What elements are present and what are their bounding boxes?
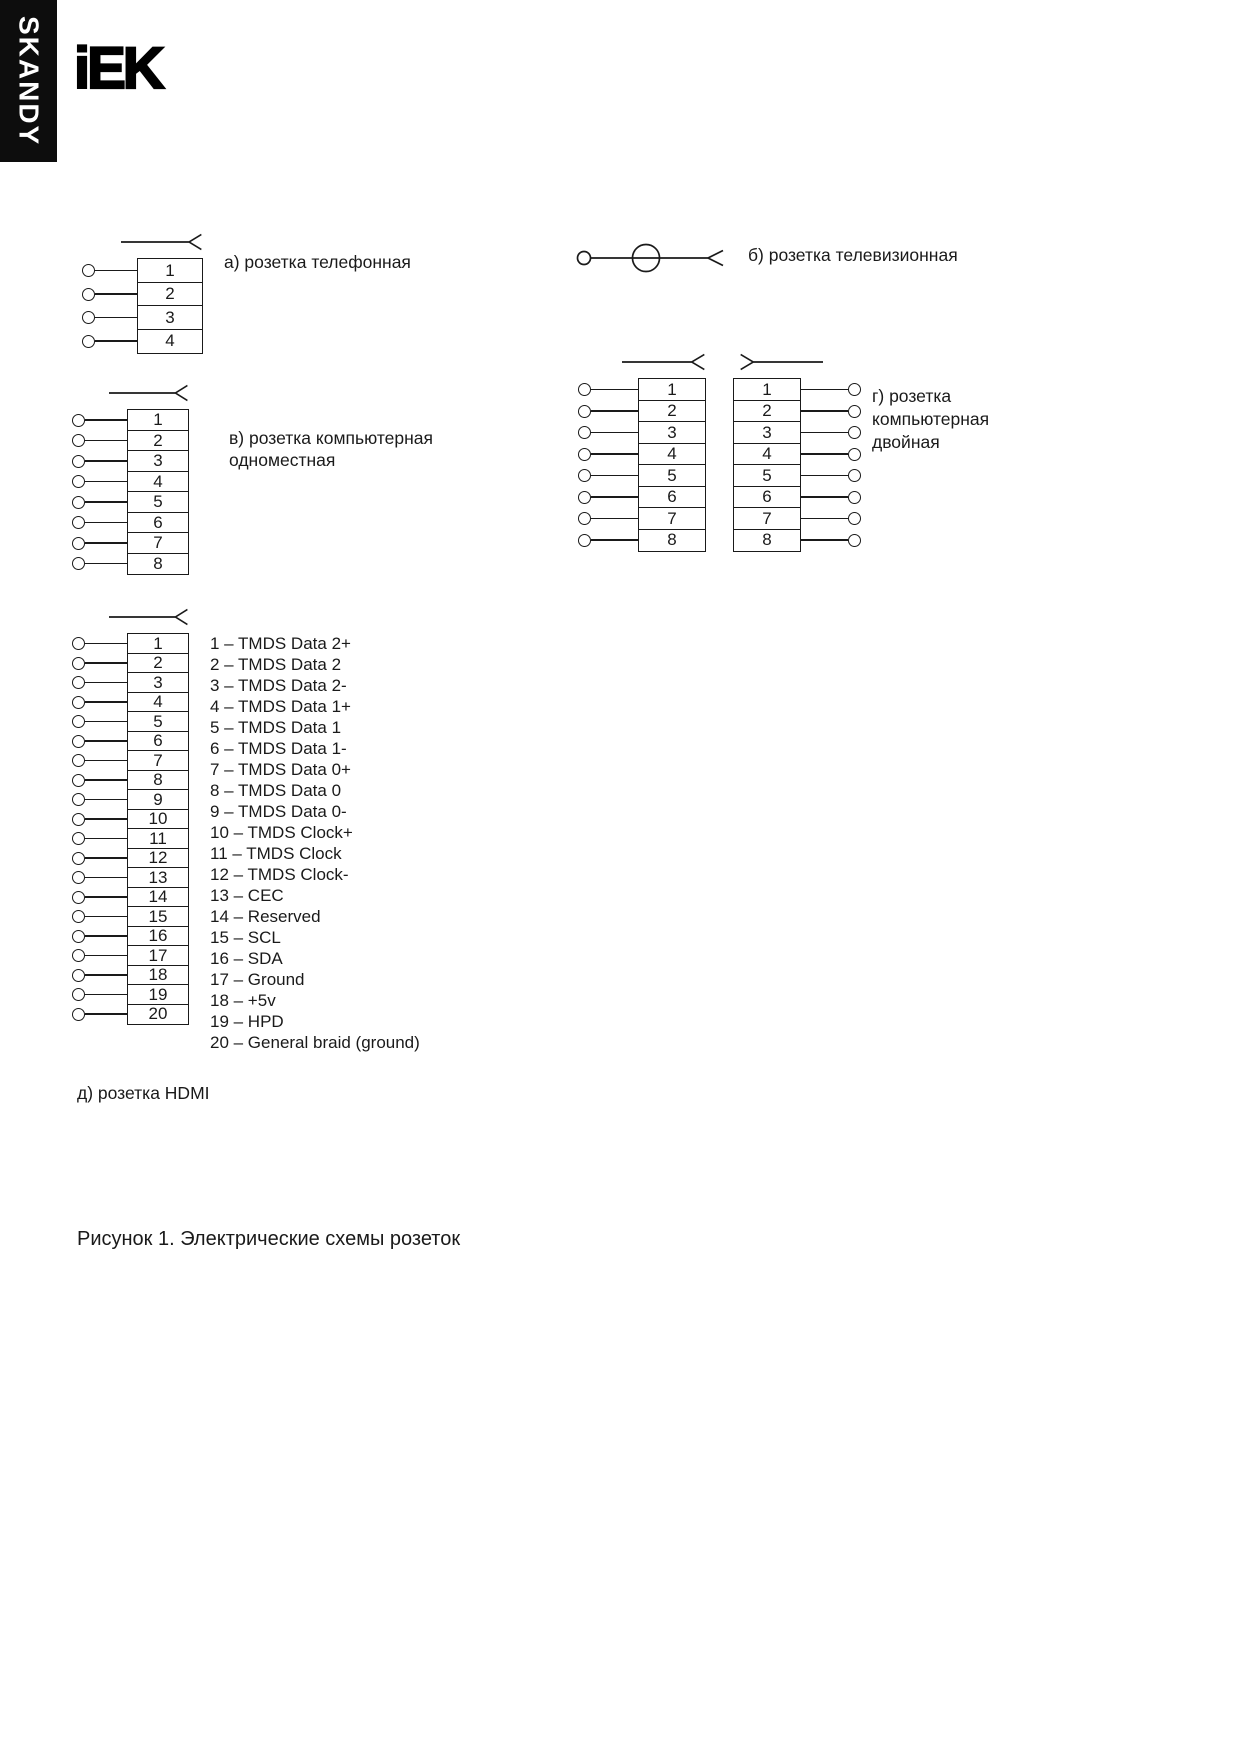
pin-wire <box>85 682 127 684</box>
pin-row <box>578 486 706 509</box>
pin-terminal-circle <box>72 475 85 488</box>
pin-number-box: 3 <box>127 450 189 472</box>
pin-terminal-circle <box>72 414 85 427</box>
pin-wire <box>95 317 137 319</box>
diagram-v-label-line2: одноместная <box>229 450 336 470</box>
pin-terminal-circle <box>72 774 85 787</box>
hdmi-pin-description: 9 – TMDS Data 0- <box>210 801 347 821</box>
pin-wire <box>591 539 638 541</box>
pin-terminal-circle <box>72 969 85 982</box>
pin-number-box: 8 <box>127 770 189 791</box>
pin-row <box>733 443 861 466</box>
pin-row <box>733 507 861 530</box>
pin-row <box>72 828 189 849</box>
pin-wire <box>85 460 127 462</box>
pin-terminal-circle <box>848 534 861 547</box>
hdmi-pin-description: 5 – TMDS Data 1 <box>210 717 342 737</box>
brand-logo: iEK <box>74 36 162 101</box>
pin-row <box>578 421 706 444</box>
diagram-v-computer-socket-single <box>72 383 189 575</box>
pin-terminal-circle <box>72 871 85 884</box>
pin-wire <box>85 994 127 996</box>
hdmi-pin-description: 17 – Ground <box>210 969 305 989</box>
pin-number-box: 5 <box>638 464 706 487</box>
pin-wire <box>801 432 848 434</box>
diagram-d-label: д) розетка HDMI <box>77 1083 210 1103</box>
pin-row <box>72 965 189 986</box>
pin-number-box: 4 <box>638 443 706 466</box>
pin-terminal-circle <box>578 512 591 525</box>
pin-rows <box>72 633 189 1025</box>
pin-number-box: 20 <box>127 1004 189 1025</box>
pin-number-box: 5 <box>733 464 801 487</box>
pin-terminal-circle <box>72 637 85 650</box>
pin-number-box: 2 <box>127 653 189 674</box>
hdmi-pin-description: 6 – TMDS Data 1- <box>210 738 347 758</box>
socket-connector-symbol <box>109 383 189 403</box>
pin-terminal-circle <box>72 715 85 728</box>
pin-number-box: 10 <box>127 809 189 830</box>
pin-terminal-circle <box>72 949 85 962</box>
pin-row <box>733 486 861 509</box>
pin-row <box>72 711 189 732</box>
pin-number-box: 7 <box>733 507 801 530</box>
pin-terminal-circle <box>72 657 85 670</box>
diagram-a-telephone-socket <box>82 232 203 354</box>
pin-wire <box>85 818 127 820</box>
diagram-g-label-line1: г) розетка <box>872 386 952 406</box>
pin-terminal-circle <box>72 832 85 845</box>
pin-row <box>82 258 203 283</box>
socket-connector-symbol <box>121 232 203 252</box>
diagram-g-label <box>872 385 989 454</box>
pin-wire <box>85 740 127 742</box>
pin-row <box>72 553 189 575</box>
pin-wire <box>85 974 127 976</box>
diagram-g-label-line2: компьютерная <box>872 409 990 429</box>
pin-number-box: 1 <box>127 409 189 431</box>
pin-number-box: 9 <box>127 789 189 810</box>
pin-terminal-circle <box>578 448 591 461</box>
pin-wire <box>85 857 127 859</box>
pin-terminal-circle <box>72 696 85 709</box>
pin-row <box>578 507 706 530</box>
pin-terminal-circle <box>848 426 861 439</box>
pin-wire <box>591 389 638 391</box>
hdmi-pin-descriptions <box>210 633 420 1053</box>
pin-wire <box>85 662 127 664</box>
pin-terminal-circle <box>72 516 85 529</box>
pin-wire <box>801 518 848 520</box>
pin-terminal-circle <box>848 448 861 461</box>
pin-terminal-circle <box>72 455 85 468</box>
pin-row <box>72 750 189 771</box>
pin-row <box>578 529 706 552</box>
diagram-v-label-line1: в) розетка компьютерная <box>229 428 433 448</box>
pin-wire <box>591 475 638 477</box>
pin-number-box: 4 <box>127 692 189 713</box>
pin-row <box>72 848 189 869</box>
diagram-d-hdmi-socket <box>72 607 189 1025</box>
pin-row <box>72 512 189 534</box>
pin-number-box: 18 <box>127 965 189 986</box>
pin-number-box: 5 <box>127 711 189 732</box>
double-socket-right-column <box>733 352 861 552</box>
pin-terminal-circle <box>82 311 95 324</box>
hdmi-pin-description: 2 – TMDS Data 2 <box>210 654 342 674</box>
pin-wire <box>85 1013 127 1015</box>
pin-wire <box>85 799 127 801</box>
hdmi-pin-description: 19 – HPD <box>210 1011 284 1031</box>
pin-terminal-circle <box>848 383 861 396</box>
pin-terminal-circle <box>72 1008 85 1021</box>
pin-row <box>72 731 189 752</box>
pin-number-box: 14 <box>127 887 189 908</box>
pin-number-box: 4 <box>127 471 189 493</box>
pin-row <box>72 906 189 927</box>
hdmi-pin-description: 11 – TMDS Clock <box>210 843 342 863</box>
pin-row <box>72 984 189 1005</box>
pin-number-box: 1 <box>137 258 203 283</box>
pin-number-box: 1 <box>127 633 189 654</box>
pin-wire <box>95 270 137 272</box>
pin-wire <box>591 410 638 412</box>
pin-rows <box>733 378 861 552</box>
pin-terminal-circle <box>72 537 85 550</box>
pin-wire <box>591 496 638 498</box>
socket-connector-symbol-mirrored <box>739 352 823 372</box>
pin-row <box>733 464 861 487</box>
pin-wire <box>85 760 127 762</box>
pin-terminal-circle <box>72 852 85 865</box>
pin-wire <box>591 432 638 434</box>
double-socket-left-column <box>578 352 706 552</box>
pin-wire <box>95 293 137 295</box>
pin-number-box: 6 <box>638 486 706 509</box>
pin-terminal-circle <box>72 988 85 1001</box>
pin-wire <box>591 453 638 455</box>
hdmi-pin-description: 18 – +5v <box>210 990 276 1010</box>
pin-rows <box>72 409 189 575</box>
pin-rows <box>82 258 203 354</box>
pin-number-box: 15 <box>127 906 189 927</box>
pin-terminal-circle <box>578 405 591 418</box>
pin-row <box>578 443 706 466</box>
pin-number-box: 7 <box>127 532 189 554</box>
pin-number-box: 2 <box>127 430 189 452</box>
pin-row <box>72 653 189 674</box>
pin-row <box>72 430 189 452</box>
pin-number-box: 4 <box>733 443 801 466</box>
pin-number-box: 1 <box>733 378 801 401</box>
series-label: SKANDY <box>13 15 45 147</box>
pin-row <box>733 400 861 423</box>
diagram-g-label-line3: двойная <box>872 432 940 452</box>
hdmi-pin-description: 8 – TMDS Data 0 <box>210 780 342 800</box>
pin-terminal-circle <box>578 491 591 504</box>
pin-terminal-circle <box>848 491 861 504</box>
pin-wire <box>801 539 848 541</box>
pin-wire <box>85 440 127 442</box>
pin-row <box>72 672 189 693</box>
pin-number-box: 5 <box>127 491 189 513</box>
pin-terminal-circle <box>72 910 85 923</box>
diagram-a-label: а) розетка телефонная <box>224 252 411 272</box>
hdmi-pin-description: 15 – SCL <box>210 927 281 947</box>
pin-row <box>733 421 861 444</box>
pin-row <box>72 789 189 810</box>
pin-terminal-circle <box>578 469 591 482</box>
pin-number-box: 6 <box>127 512 189 534</box>
pin-terminal-circle <box>82 335 95 348</box>
pin-row <box>72 926 189 947</box>
hdmi-pin-description: 20 – General braid (ground) <box>210 1032 420 1052</box>
pin-rows <box>578 378 706 552</box>
pin-terminal-circle <box>578 426 591 439</box>
pin-terminal-circle <box>72 793 85 806</box>
pin-wire <box>801 410 848 412</box>
pin-wire <box>85 542 127 544</box>
pin-number-box: 7 <box>638 507 706 530</box>
pin-number-box: 12 <box>127 848 189 869</box>
pin-wire <box>85 838 127 840</box>
pin-number-box: 7 <box>127 750 189 771</box>
pin-row <box>578 400 706 423</box>
pin-number-box: 4 <box>137 329 203 354</box>
pin-row <box>72 692 189 713</box>
diagram-b-tv-socket-symbol <box>576 243 726 273</box>
series-tab <box>0 0 57 162</box>
pin-wire <box>801 496 848 498</box>
pin-number-box: 17 <box>127 945 189 966</box>
pin-terminal-circle <box>82 288 95 301</box>
pin-wire <box>85 955 127 957</box>
diagram-g-computer-socket-double <box>578 352 861 552</box>
hdmi-pin-description: 13 – CEC <box>210 885 284 905</box>
socket-connector-symbol <box>622 352 706 372</box>
hdmi-pin-description: 1 – TMDS Data 2+ <box>210 633 351 653</box>
diagram-v-label <box>229 427 433 471</box>
pin-terminal-circle <box>72 813 85 826</box>
pin-number-box: 2 <box>638 400 706 423</box>
figure-caption: Рисунок 1. Электрические схемы розеток <box>77 1228 461 1250</box>
hdmi-pin-description: 3 – TMDS Data 2- <box>210 675 347 695</box>
pin-row <box>72 491 189 513</box>
pin-row <box>72 409 189 431</box>
socket-connector-symbol <box>109 607 189 627</box>
pin-wire <box>801 389 848 391</box>
pin-row <box>82 329 203 354</box>
pin-terminal-circle <box>72 891 85 904</box>
pin-row <box>72 945 189 966</box>
hdmi-pin-description: 10 – TMDS Clock+ <box>210 822 353 842</box>
pin-row <box>72 809 189 830</box>
pin-wire <box>85 935 127 937</box>
pin-terminal-circle <box>72 930 85 943</box>
pin-number-box: 1 <box>638 378 706 401</box>
pin-terminal-circle <box>848 405 861 418</box>
pin-number-box: 8 <box>127 553 189 575</box>
pin-row <box>72 770 189 791</box>
pin-number-box: 11 <box>127 828 189 849</box>
pin-terminal-circle <box>578 383 591 396</box>
pin-wire <box>85 522 127 524</box>
diagram-b-label: б) розетка телевизионная <box>748 245 958 265</box>
pin-number-box: 19 <box>127 984 189 1005</box>
pin-number-box: 16 <box>127 926 189 947</box>
pin-number-box: 2 <box>733 400 801 423</box>
pin-wire <box>85 701 127 703</box>
pin-row <box>82 282 203 307</box>
pin-wire <box>85 643 127 645</box>
pin-number-box: 3 <box>127 672 189 693</box>
pin-row <box>72 1004 189 1025</box>
pin-number-box: 6 <box>733 486 801 509</box>
hdmi-pin-description: 14 – Reserved <box>210 906 321 926</box>
pin-wire <box>801 475 848 477</box>
pin-wire <box>85 916 127 918</box>
pin-number-box: 2 <box>137 282 203 307</box>
pin-row <box>733 529 861 552</box>
pin-number-box: 8 <box>638 529 706 552</box>
pin-terminal-circle <box>72 735 85 748</box>
pin-wire <box>801 453 848 455</box>
hdmi-pin-description: 7 – TMDS Data 0+ <box>210 759 351 779</box>
pin-terminal-circle <box>578 534 591 547</box>
pin-row <box>72 450 189 472</box>
pin-row <box>578 378 706 401</box>
hdmi-pin-description: 4 – TMDS Data 1+ <box>210 696 351 716</box>
pin-terminal-circle <box>72 496 85 509</box>
pin-terminal-circle <box>82 264 95 277</box>
pin-wire <box>85 896 127 898</box>
pin-wire <box>85 721 127 723</box>
pin-terminal-circle <box>848 469 861 482</box>
pin-terminal-circle <box>848 512 861 525</box>
pin-wire <box>85 563 127 565</box>
pin-row <box>72 633 189 654</box>
pin-terminal-circle <box>72 754 85 767</box>
pin-wire <box>85 481 127 483</box>
pin-wire <box>85 779 127 781</box>
pin-wire <box>95 340 137 342</box>
pin-terminal-circle <box>72 434 85 447</box>
pin-number-box: 3 <box>638 421 706 444</box>
pin-number-box: 13 <box>127 867 189 888</box>
pin-row <box>72 532 189 554</box>
pin-terminal-circle <box>72 557 85 570</box>
pin-row <box>82 305 203 330</box>
pin-row <box>733 378 861 401</box>
pin-wire <box>85 419 127 421</box>
pin-wire <box>85 877 127 879</box>
pin-number-box: 8 <box>733 529 801 552</box>
hdmi-pin-description: 12 – TMDS Clock- <box>210 864 349 884</box>
pin-number-box: 3 <box>733 421 801 444</box>
pin-wire <box>591 518 638 520</box>
hdmi-pin-description: 16 – SDA <box>210 948 283 968</box>
pin-wire <box>85 501 127 503</box>
pin-number-box: 6 <box>127 731 189 752</box>
pin-row <box>578 464 706 487</box>
pin-terminal-circle <box>72 676 85 689</box>
pin-number-box: 3 <box>137 305 203 330</box>
pin-row <box>72 867 189 888</box>
pin-row <box>72 887 189 908</box>
pin-row <box>72 471 189 493</box>
